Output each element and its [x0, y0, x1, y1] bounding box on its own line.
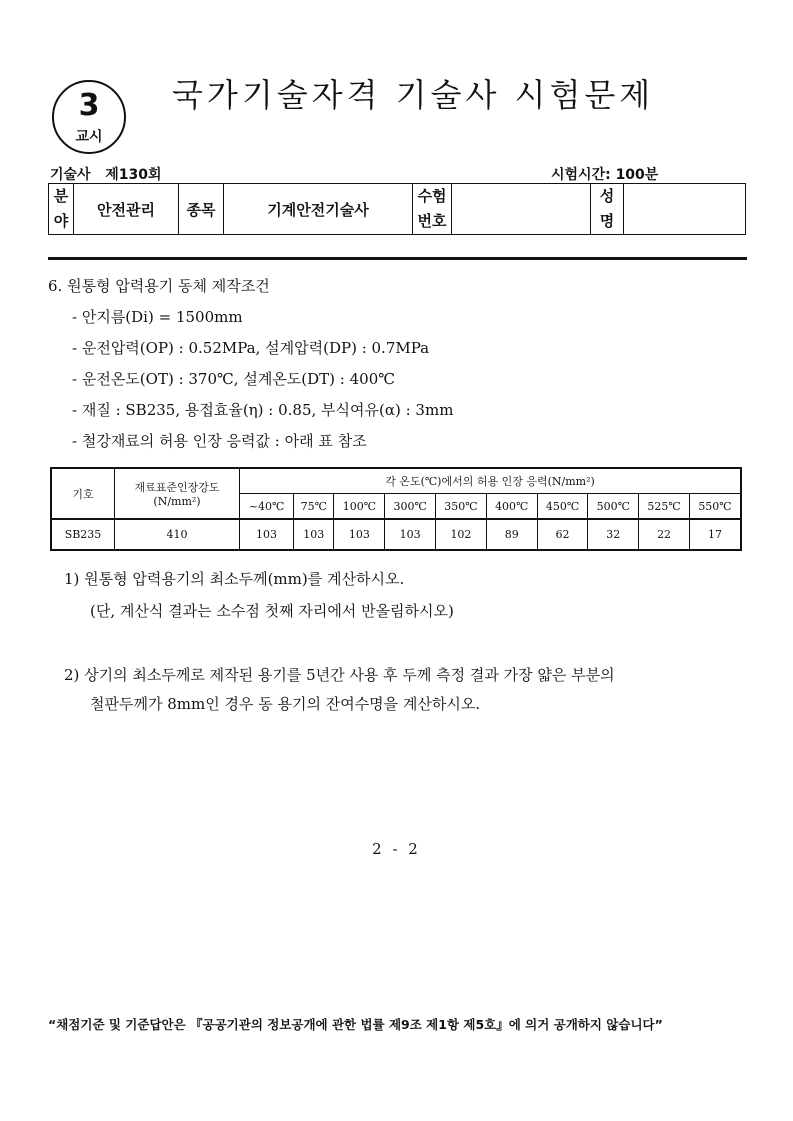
period-badge	[52, 80, 126, 154]
disclosure-notice: “채점기준 및 기준답안은 『공공기관의 정보공개에 관한 법률 제9조 제1항 제5호』에 의거 공개하지 않습니다”	[48, 1017, 663, 1032]
condition-item: - 안지름(Di) = 1500mm	[72, 308, 243, 326]
stress-value: 103	[334, 519, 385, 550]
exam-number-field[interactable]	[452, 184, 591, 235]
stress-value: 22	[639, 519, 690, 550]
condition-item: - 철강재료의 허용 인장 응력값 : 아래 표 참조	[72, 432, 367, 450]
symbol-header: 기호	[51, 468, 115, 519]
page-title: 국가기술자격 기술사 시험문제	[172, 76, 655, 114]
temperature-header: 450℃	[537, 494, 588, 520]
period-number: 3	[78, 88, 100, 123]
sub-question-1-note: (단, 계산식 결과는 소수점 첫째 자리에서 반올림하시오)	[90, 602, 454, 620]
stress-value: 103	[385, 519, 436, 550]
temperature-header: 350℃	[436, 494, 487, 520]
condition-item: - 운전압력(OP) : 0.52MPa, 설계압력(DP) : 0.7MPa	[72, 339, 430, 357]
material-symbol: SB235	[51, 519, 115, 550]
stress-value: 103	[240, 519, 294, 550]
sub-question-1: 1) 원통형 압력용기의 최소두께(mm)를 계산하시오.	[64, 570, 405, 588]
question-heading: 6. 원통형 압력용기 동체 제작조건	[48, 277, 270, 295]
stress-value: 17	[689, 519, 741, 550]
subject-value: 기계안전기술사	[224, 184, 413, 235]
table-row	[51, 519, 741, 550]
temperature-header: 100℃	[334, 494, 385, 520]
temperature-header: 550℃	[689, 494, 741, 520]
condition-list	[72, 306, 453, 461]
temperature-header: 525℃	[639, 494, 690, 520]
temperature-header: 400℃	[486, 494, 537, 520]
temperature-header: 75℃	[294, 494, 334, 520]
condition-item: - 재질 : SB235, 용접효율(η) : 0.85, 부식여유(α) : 3mm	[72, 401, 454, 419]
field-label: 분 야	[49, 184, 74, 235]
sub-question-2: 2) 상기의 최소두께로 제작된 용기를 5년간 사용 후 두께 측정 결과 가장 얇은 부분의	[64, 666, 615, 684]
exam-time: 시험시간: 100분	[551, 167, 659, 183]
stress-value: 89	[486, 519, 537, 550]
tensile-strength-header: 재료표준인장강도 (N/mm²)	[115, 468, 240, 519]
exam-round: 기술사 제130회	[50, 167, 162, 183]
stress-value: 103	[294, 519, 334, 550]
page-number: 2 - 2	[372, 840, 421, 858]
sub-question-2-continued: 철판두께가 8mm인 경우 동 용기의 잔여수명을 계산하시오.	[90, 695, 481, 713]
allowable-stress-table	[50, 467, 742, 551]
stress-value: 102	[436, 519, 487, 550]
name-field[interactable]	[624, 184, 746, 235]
temperature-header: ~40℃	[240, 494, 294, 520]
subject-label: 종목	[179, 184, 224, 235]
temperature-group-header: 각 온도(℃)에서의 허용 인장 응력(N/mm²)	[240, 468, 742, 494]
temperature-header: 300℃	[385, 494, 436, 520]
temperature-header: 500℃	[588, 494, 639, 520]
field-value: 안전관리	[74, 184, 179, 235]
stress-value: 32	[588, 519, 639, 550]
exam-info-table	[48, 183, 746, 235]
exam-number-label: 수험 번호	[413, 184, 452, 235]
tensile-strength-value: 410	[115, 519, 240, 550]
condition-item: - 운전온도(OT) : 370℃, 설계온도(DT) : 400℃	[72, 370, 396, 388]
period-label: 교시	[75, 129, 103, 145]
header-divider	[48, 257, 747, 260]
stress-value: 62	[537, 519, 588, 550]
name-label: 성 명	[591, 184, 624, 235]
